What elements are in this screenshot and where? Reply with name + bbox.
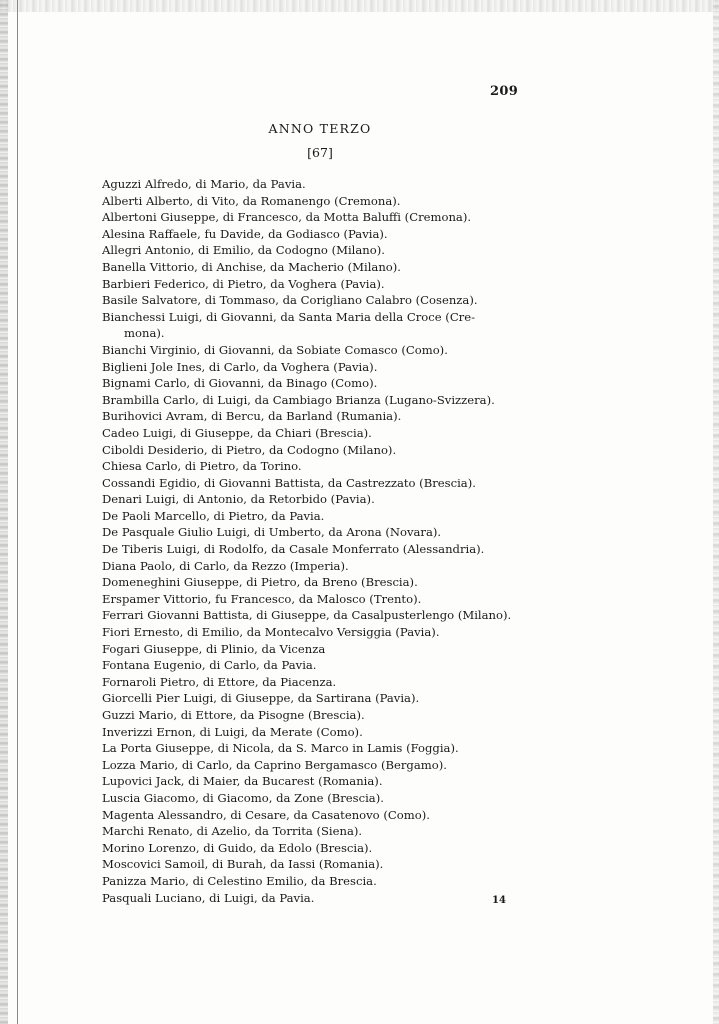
list-item: Bianchessi Luigi, di Giovanni, da Santa Maria della Croce (Cre- (102, 309, 476, 324)
section-title: ANNO TERZO (268, 121, 372, 136)
list-item: Chiesa Carlo, di Pietro, da Torino. (102, 459, 302, 474)
list-item: Marchi Renato, di Azelio, da Torrita (Siena). (102, 824, 363, 839)
list-item: Ciboldi Desiderio, di Pietro, da Codogno (Milano). (102, 442, 397, 457)
list-item: Panizza Mario, di Celestino Emilio, da Brescia. (102, 873, 377, 888)
list-item: Diana Paolo, di Carlo, da Rezzo (Imperia). (102, 558, 349, 573)
page-number: 209 (490, 84, 519, 99)
list-item: Luscia Giacomo, di Giacomo, da Zone (Brescia). (102, 790, 384, 805)
list-item: Guzzi Mario, di Ettore, da Pisogne (Brescia). (102, 708, 365, 722)
printer-signature-mark: 14 (492, 895, 506, 906)
list-item: Allegri Antonio, di Emilio, da Codogno (Milano). (102, 243, 385, 258)
list-item: Cadeo Luigi, di Giuseppe, da Chiari (Brescia). (102, 425, 372, 440)
list-item: Alesina Raffaele, fu Davide, da Godiasco (Pavia). (102, 226, 388, 241)
list-item: Brambilla Carlo, di Luigi, da Cambiago Brianza (Lugano-Svizzera). (102, 392, 495, 407)
list-item: Bianchi Virginio, di Giovanni, da Sobiate Comasco (Como). (102, 342, 448, 357)
list-item: Fogari Giuseppe, di Plinio, da Vicenza (102, 641, 326, 656)
list-item: Magenta Alessandro, di Cesare, da Casatenovo (Como). (102, 807, 430, 822)
list-item: Moscovici Samoil, di Burah, da Iassi (Romania). (102, 857, 384, 872)
list-item: Cossandi Egidio, di Giovanni Battista, da Castrezzato (Brescia). (102, 475, 476, 490)
list-item: Morino Lorenzo, di Guido, da Edolo (Brescia). (102, 840, 373, 855)
list-item: Lupovici Jack, di Maier, da Bucarest (Romania). (102, 774, 383, 789)
list-item: De Pasquale Giulio Luigi, di Umberto, da Arona (Novara). (102, 525, 442, 540)
list-item: Lozza Mario, di Carlo, da Caprino Bergamasco (Bergamo). (102, 757, 447, 772)
list-item: Pasquali Luciano, di Luigi, da Pavia. (102, 890, 315, 905)
list-item: Fiori Ernesto, di Emilio, da Montecalvo Versiggia (Pavia). (102, 625, 440, 640)
list-item: Giorcelli Pier Luigi, di Giuseppe, da Sartirana (Pavia). (102, 691, 420, 706)
list-item: La Porta Giuseppe, di Nicola, da S. Marco in Lamis (Foggia). (102, 741, 459, 756)
list-item: Fornaroli Pietro, di Ettore, da Piacenza. (102, 674, 337, 689)
list-item: Domeneghini Giuseppe, di Pietro, da Breno (Brescia). (102, 575, 418, 590)
student-name-list (102, 176, 542, 906)
list-item: Barbieri Federico, di Pietro, da Voghera (Pavia). (102, 276, 385, 291)
list-item: Banella Vittorio, di Anchise, da Macherio (Milano). (102, 259, 401, 274)
list-item: Ferrari Giovanni Battista, di Giuseppe, da Casalpusterlengo (Milano). (102, 608, 512, 623)
list-item: Fontana Eugenio, di Carlo, da Pavia. (102, 658, 317, 673)
section-number: [67] (307, 145, 333, 160)
list-item: Albertoni Giuseppe, di Francesco, da Motta Baluffi (Cremona). (102, 210, 472, 225)
list-item: Alberti Alberto, di Vito, da Romanengo (Cremona). (102, 193, 401, 208)
list-item: Basile Salvatore, di Tommaso, da Corigliano Calabro (Cosenza). (102, 293, 478, 308)
scan-edge-right (713, 0, 719, 1024)
list-item: Burihovici Avram, di Bercu, da Barland (Rumania). (102, 409, 402, 424)
list-item: Denari Luigi, di Antonio, da Retorbido (Pavia). (102, 492, 375, 507)
list-item: Biglieni Jole Ines, di Carlo, da Voghera (Pavia). (102, 359, 378, 374)
list-item: Erspamer Vittorio, fu Francesco, da Malosco (Trento). (102, 591, 422, 606)
list-item: De Tiberis Luigi, di Rodolfo, da Casale Monferrato (Alessandria). (102, 542, 485, 557)
scan-edge-top (0, 0, 719, 12)
list-item: De Paoli Marcello, di Pietro, da Pavia. (102, 508, 325, 523)
list-item: Aguzzi Alfredo, di Mario, da Pavia. (102, 177, 306, 191)
list-item: Bignami Carlo, di Giovanni, da Binago (Como). (102, 376, 378, 391)
list-item: Inverizzi Ernon, di Luigi, da Merate (Como). (102, 724, 363, 739)
list-item-continuation: mona). (124, 326, 165, 341)
